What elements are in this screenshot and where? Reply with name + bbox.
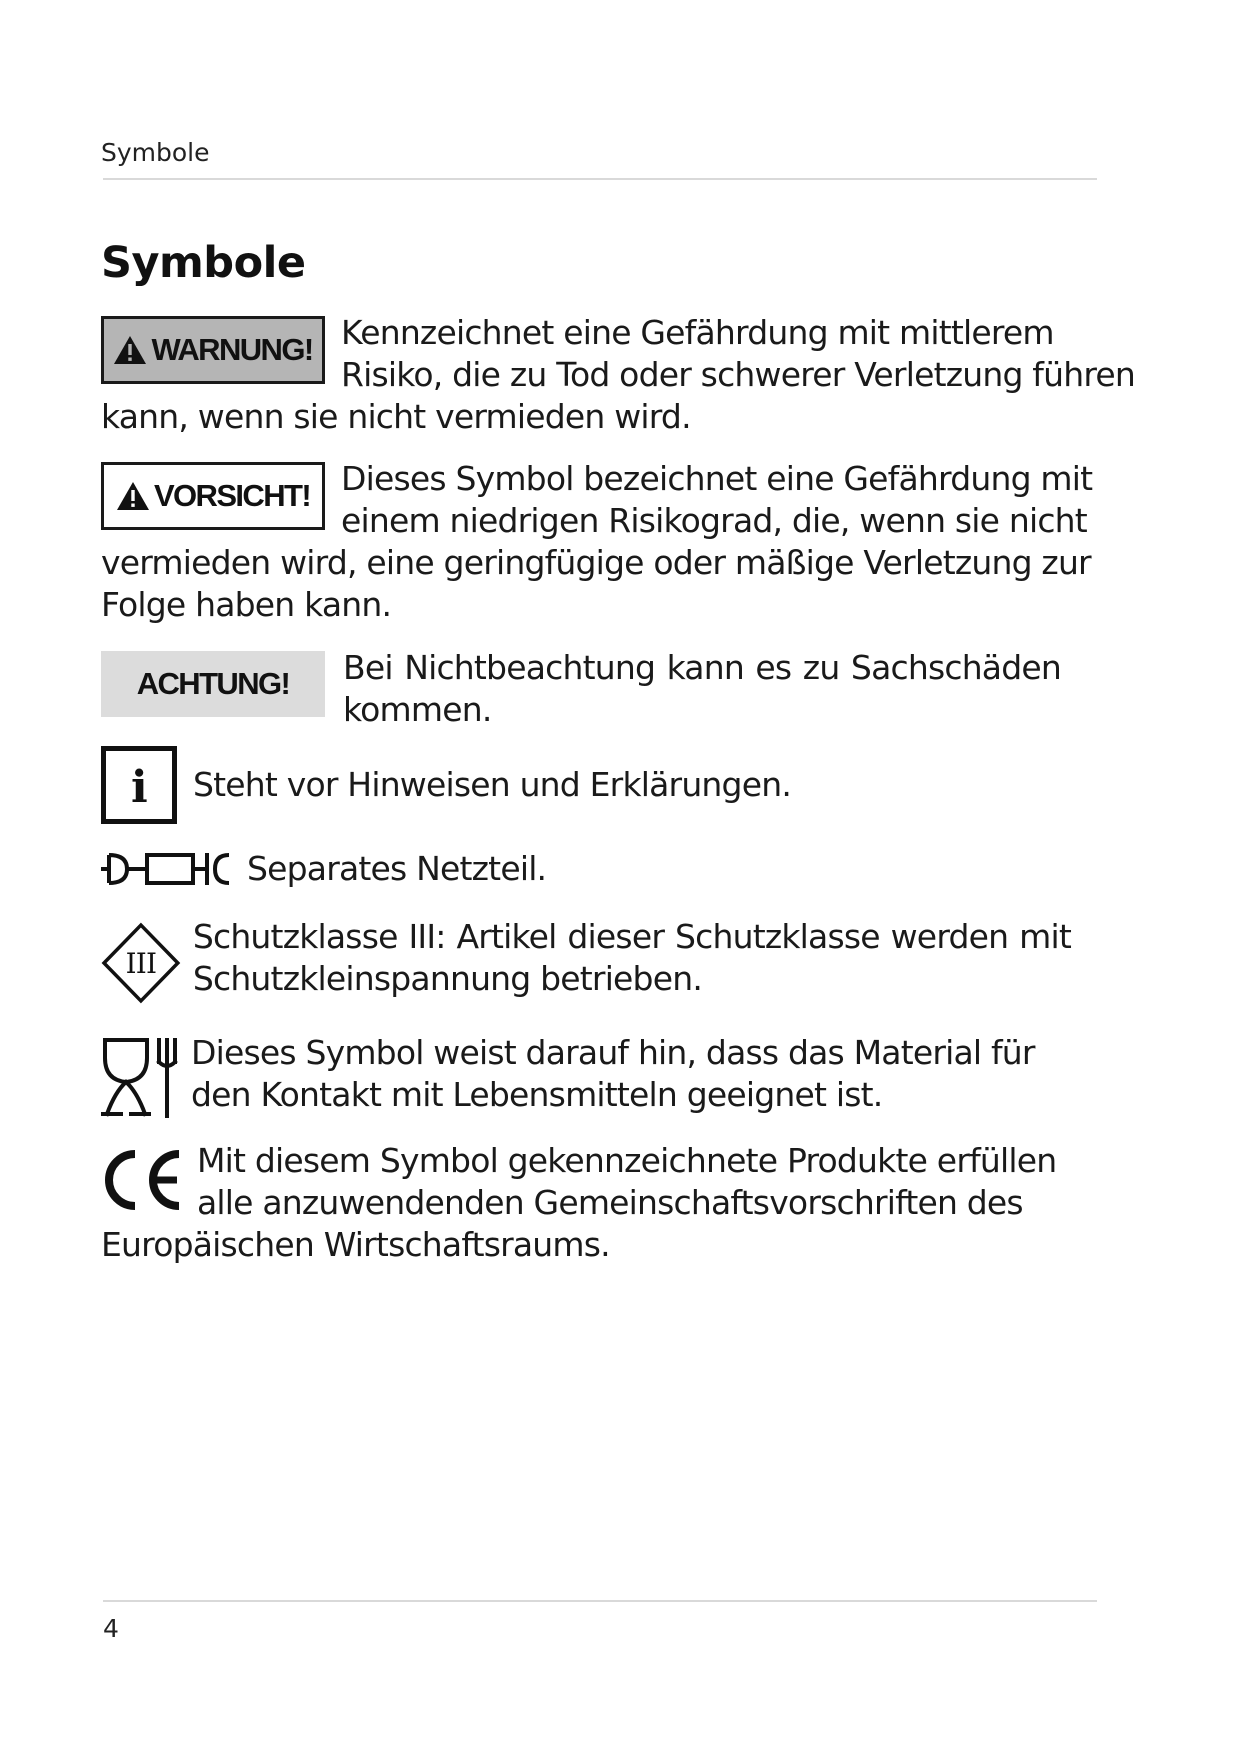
attention-text: Bei Nichtbeachtung kann es zu Sachschäden kommen.	[343, 648, 1061, 729]
attention-entry	[101, 647, 1061, 731]
info-icon	[101, 746, 177, 824]
warning-text: Kennzeichnet eine Gefährdung mit mittlerem Risiko, die zu Tod oder schwerer Verletzung führen kann, wenn sie nicht vermieden wird.	[101, 313, 1136, 436]
caution-label: VORSICHT!	[153, 478, 311, 513]
ce-entry	[101, 1140, 1101, 1266]
attention-signal-word	[101, 651, 325, 717]
page-number: 4	[103, 1614, 119, 1643]
svg-text:i: i	[131, 762, 147, 813]
protection-class-entry	[101, 916, 1071, 1004]
header-rule	[103, 178, 1097, 180]
warning-label: WARNUNG!	[151, 332, 313, 367]
warning-entry	[101, 312, 1141, 438]
section-title: Symbole	[101, 238, 306, 288]
caution-text: Dieses Symbol bezeichnet eine Gefährdung mit einem niedrigen Risikograd, die, wenn sie nicht vermieden wird, eine geringfügige oder mäßige Verletzung zur Folge haben kann.	[101, 459, 1093, 624]
svg-text:III: III	[125, 946, 157, 980]
warning-triangle-icon	[113, 335, 147, 365]
running-header: Symbole	[101, 138, 210, 167]
ce-mark-icon	[101, 1148, 181, 1212]
info-entry	[101, 746, 791, 824]
warning-triangle-icon	[116, 481, 150, 511]
caution-signal-word	[101, 462, 325, 530]
power-supply-text: Separates Netzteil.	[247, 849, 547, 888]
warning-signal-word	[101, 316, 325, 384]
attention-label: ACHTUNG!	[136, 666, 290, 701]
protection-class-text: Schutzklasse III: Artikel dieser Schutzklasse werden mit Schutzkleinspannung betrieben.	[192, 917, 1071, 998]
food-safe-icon	[101, 1036, 179, 1118]
food-safe-entry	[101, 1032, 1091, 1118]
food-safe-text: Dieses Symbol weist darauf hin, dass das Material für den Kontakt mit Lebensmitteln geeignet ist.	[191, 1033, 1035, 1114]
protection-class-iii-icon	[101, 922, 181, 1004]
caution-entry	[101, 458, 1141, 626]
separate-power-supply-icon	[101, 849, 233, 889]
power-supply-entry	[101, 848, 546, 890]
footer-rule	[103, 1600, 1097, 1602]
info-text: Steht vor Hinweisen und Erklärungen.	[193, 765, 792, 804]
ce-text: Mit diesem Symbol gekennzeichnete Produkte erfüllen alle anzuwendenden Gemeinschaftsvorschriften des Europäischen Wirtschaftsraums.	[101, 1141, 1057, 1264]
